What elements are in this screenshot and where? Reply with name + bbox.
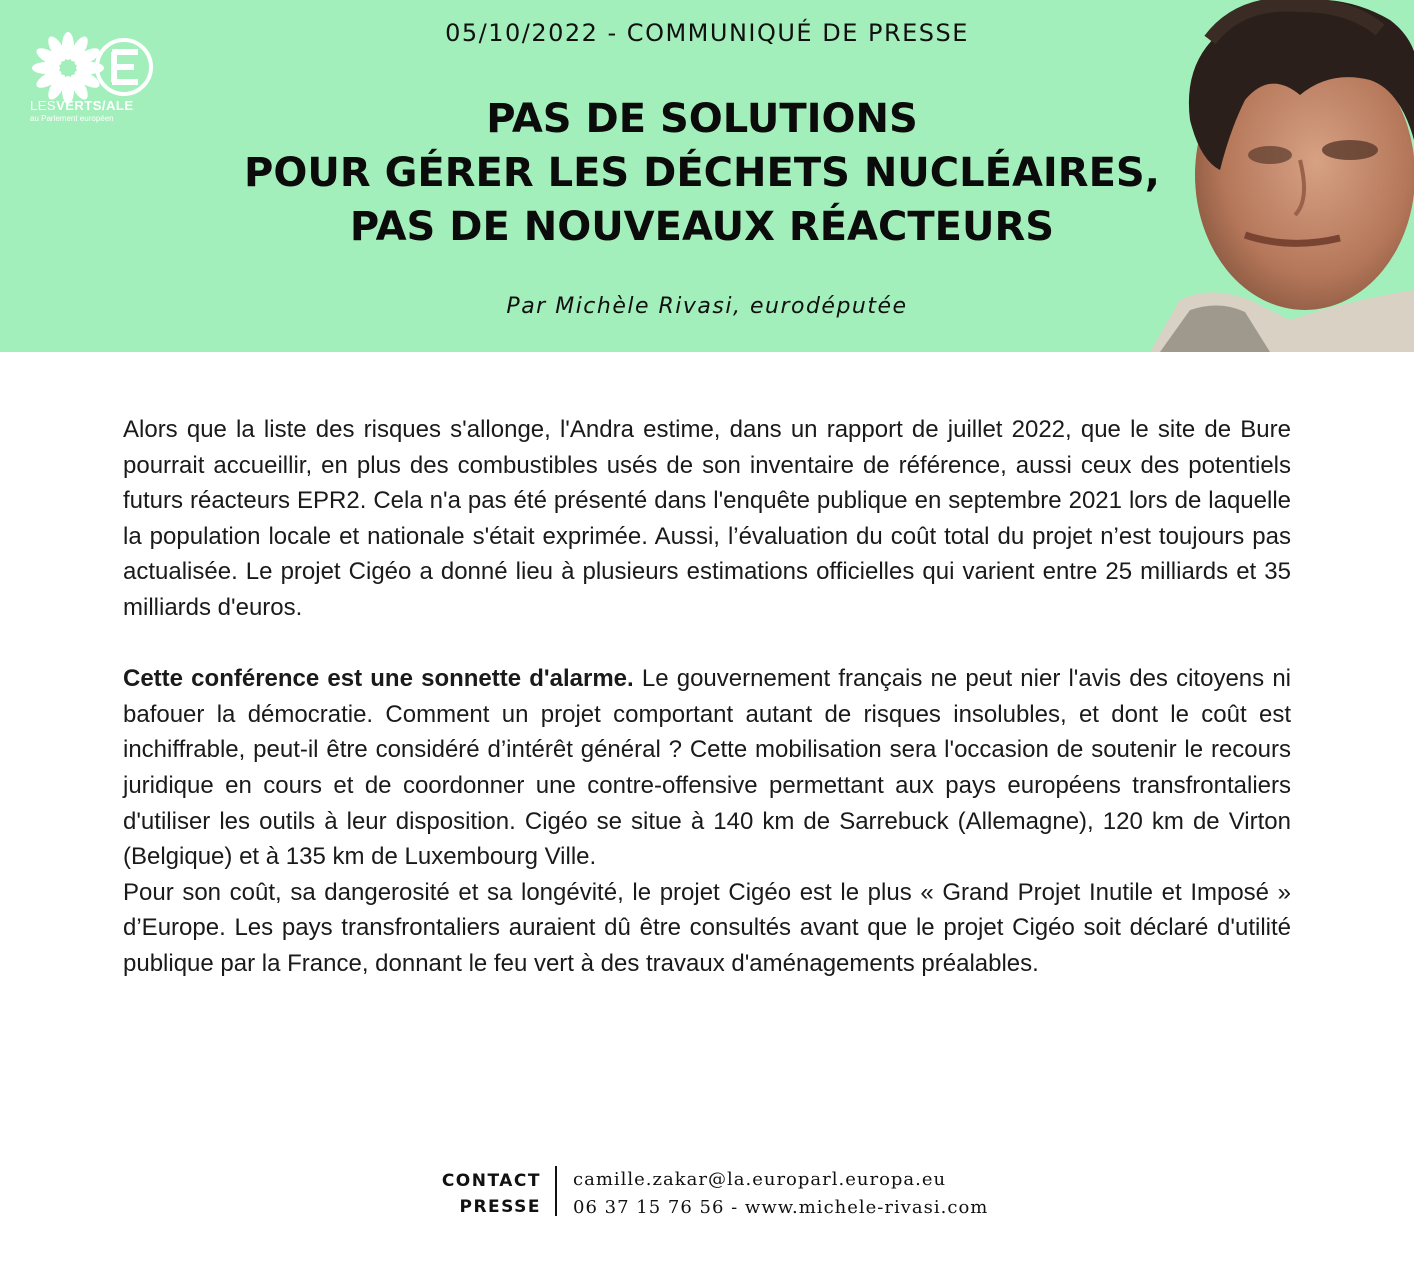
contact-email[interactable]: camille.zakar@la.europarl.europa.eu: [573, 1169, 947, 1190]
page-title: [150, 92, 1254, 254]
author-byline: Par Michèle Rivasi, eurodéputée: [506, 294, 908, 319]
title-line: PAS DE SOLUTIONS: [486, 96, 918, 142]
contact-phone-website[interactable]: 06 37 15 76 56 - www.michele-rivasi.com: [573, 1197, 989, 1218]
press-release-dateline: 05/10/2022 - COMMUNIQUÉ DE PRESSE: [445, 19, 969, 47]
title-line: PAS DE NOUVEAUX RÉACTEURS: [349, 204, 1055, 250]
paragraph-lead: Cette conférence est une sonnette d'alarme.: [123, 665, 634, 693]
press-contact: [0, 1164, 1414, 1220]
header-banner: [0, 0, 1414, 352]
contact-divider: [555, 1166, 557, 1216]
contact-label: CONTACT PRESSE: [441, 1171, 541, 1217]
contact-details: [573, 1166, 988, 1222]
logo-wordmark: LESVERTS/ALE au Parlement européen: [30, 98, 134, 123]
body-paragraph: Pour son coût, sa dangerosité et sa longévité, le projet Cigéo est le plus « Grand Projet Inutile et Imposé » d’Europe. Les pays transfrontaliers auraient dû être consultés avant que le projet Cigéo soit déclaré d'utilité publique par la France, donnant le feu vert à des travaux d'aménagements préalables.: [123, 878, 1291, 977]
portrait-photo: [1150, 0, 1414, 352]
title-line: POUR GÉRER LES DÉCHETS NUCLÉAIRES,: [244, 150, 1160, 196]
body-paragraph: Alors que la liste des risques s'allonge, l'Andra estime, dans un rapport de juillet 2022, que le site de Bure pourrait accueillir, en plus des combustibles usés de son inventaire de référence, aussi ceux des potentiels futurs réacteurs EPR2. Cela n'a pas été présenté dans l'enquête publique en septembre 2021 lors de laquelle la population locale et nationale s'était exprimée. Aussi, l’évaluation du coût total du projet n’est toujours pas actualisée. Le projet Cigéo a donné lieu à plusieurs estimations officielles qui varient entre 25 milliards et 35 milliards d'euros.: [123, 416, 1291, 621]
press-release-body: [123, 412, 1291, 982]
body-paragraph: Cette conférence est une sonnette d'alarme. Le gouvernement français ne peut nier l'avis des citoyens ni bafouer la démocratie. Comment un projet comportant autant de risques insolubles, et dont le coût est inchiffrable, peut-il être considéré d’intérêt général ? Cette mobilisation sera l'occasion de soutenir le recours juridique en cours et de coordonner une contre-offensive permettant aux pays européens transfrontaliers d'utiliser les outils à leur disposition. Cigéo se situe à 140 km de Sarrebuck (Allemagne), 120 km de Virton (Belgique) et à 135 km de Luxembourg Ville.: [123, 665, 1291, 871]
